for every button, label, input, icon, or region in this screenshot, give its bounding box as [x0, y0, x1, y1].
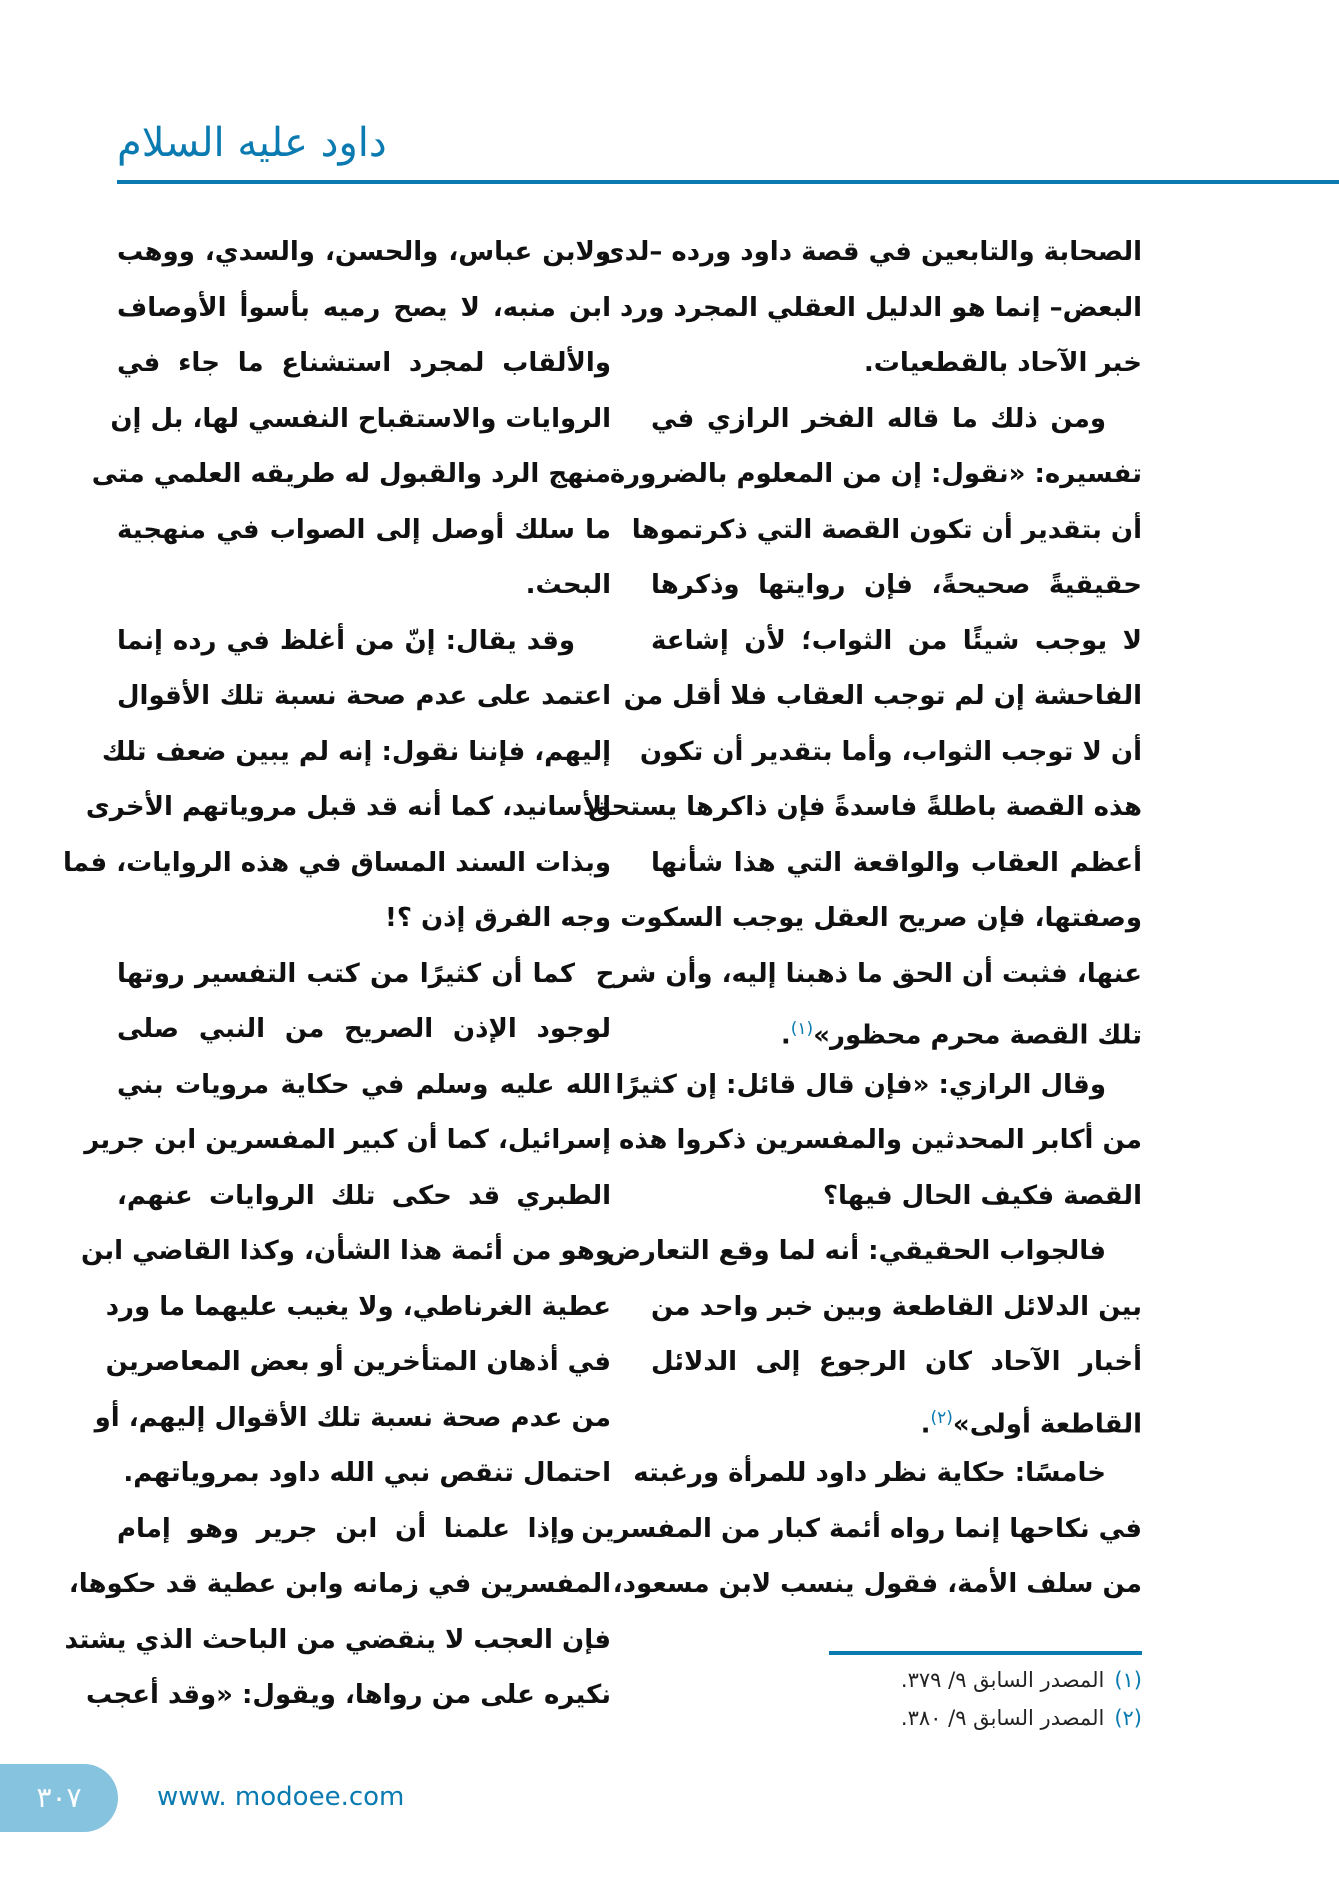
line-text: هذه القصة باطلةً فاسدةً فإن ذاكرها يستحق	[588, 792, 1142, 822]
text-line	[117, 614, 611, 670]
text-line	[117, 947, 611, 1003]
text-line	[651, 836, 1142, 892]
text-line	[94, 1391, 611, 1447]
text-line	[600, 225, 1142, 281]
line-text: أن بتقدير أن تكون القصة التي ذكرتموها	[631, 514, 1142, 545]
line-text: الفاحشة إن لم توجب العقاب فلا أقل من	[623, 681, 1142, 711]
line-text: ولابن عباس، والحسن، والسدي، ووهب	[117, 237, 611, 267]
footnote-text: المصدر السابق ٩/ ٣٧٩.	[900, 1668, 1105, 1692]
header-rule	[117, 180, 1339, 184]
line-text: كما أن كثيرًا من كتب التفسير روتها	[117, 958, 575, 989]
text-line	[651, 392, 1142, 448]
text-line	[117, 891, 611, 947]
line-text: عطية الغرناطي، ولا يغيب عليهما ما ورد	[105, 1291, 611, 1322]
text-line	[105, 1335, 611, 1391]
line-text: أن لا توجب الثواب، وأما بتقدير أن تكون	[639, 736, 1142, 767]
line-text: نكيره على من رواها، ويقول: «وقد أعجب	[85, 1680, 611, 1710]
line-text: اعتمد على عدم صحة نسبة تلك الأقوال	[117, 681, 611, 711]
text-line	[651, 336, 1142, 392]
line-text: عنها، فثبت أن الحق ما ذهبنا إليه، وأن شرح	[595, 958, 1142, 989]
line-text: إليهم، فإننا نقول: إنه لم يبين ضعف تلك	[101, 736, 611, 767]
punctuation: .	[920, 1409, 931, 1440]
text-line	[117, 225, 611, 281]
right-text-column	[581, 225, 1142, 1613]
line-text: وهو من أئمة هذا الشأن، وكذا القاضي ابن	[80, 1236, 611, 1266]
page-number-badge: ٣٠٧	[0, 1764, 118, 1832]
text-line	[105, 1280, 611, 1336]
line-text: وإذا علمنا أن ابن جرير وهو إمام	[117, 1513, 575, 1544]
line-text: القصة فكيف الحال فيها؟	[822, 1180, 1142, 1211]
text-line	[117, 336, 611, 392]
footnote-separator	[829, 1651, 1142, 1655]
text-line	[619, 281, 1142, 337]
line-text: البحث.	[525, 570, 611, 600]
line-text: لا يوجب شيئًا من الثواب؛ لأن إشاعة	[651, 625, 1142, 656]
line-text: البعض– إنما هو الدليل العقلي المجرد ورد	[619, 292, 1142, 323]
text-line	[631, 503, 1142, 559]
line-text: ومن ذلك ما قاله الفخر الرازي في	[651, 403, 1106, 434]
text-line	[80, 1224, 611, 1280]
line-text: لوجود الإذن الصريح من النبي صلى	[117, 1014, 611, 1044]
text-line	[117, 281, 611, 337]
text-line	[91, 447, 611, 503]
footnote-reference[interactable]: (٢)	[930, 1407, 953, 1428]
text-line	[651, 1335, 1142, 1391]
footnote-1	[700, 1668, 1142, 1692]
text-line	[623, 669, 1142, 725]
text-line	[595, 947, 1142, 1003]
line-text: ابن منبه، لا يصح رميه بأسوأ الأوصاف	[117, 292, 611, 323]
text-line	[117, 1002, 611, 1058]
line-text: وقال الرازي: «فإن قال قائل: إن كثيرًا	[615, 1069, 1106, 1100]
line-text: في نكاحها إنما رواه أئمة كبار من المفسرين	[581, 1513, 1142, 1544]
line-text: الروايات والاستقباح النفسي لها، بل إن	[110, 403, 611, 434]
text-line	[620, 891, 1142, 947]
text-line	[117, 1169, 611, 1225]
punctuation: .	[780, 1020, 791, 1051]
text-line	[651, 1002, 1142, 1058]
text-line	[581, 1502, 1142, 1558]
text-line	[85, 1668, 611, 1724]
text-line	[612, 1557, 1142, 1613]
footnote-2	[700, 1706, 1142, 1730]
text-line	[588, 780, 1142, 836]
text-line	[651, 1280, 1142, 1336]
text-line	[117, 503, 611, 559]
line-text: الطبري قد حكى تلك الروايات عنهم،	[117, 1180, 611, 1211]
text-line	[117, 1502, 611, 1558]
footnote-number: (١)	[1114, 1668, 1142, 1692]
line-text: ما سلك أوصل إلى الصواب في منهجية	[117, 514, 611, 545]
line-text: تلك القصة محرم محظور»	[813, 1020, 1142, 1051]
line-text: أعظم العقاب والواقعة التي هذا شأنها	[651, 847, 1142, 878]
line-text: بين الدلائل القاطعة وبين خبر واحد من	[651, 1291, 1142, 1322]
text-line	[110, 392, 611, 448]
text-line	[84, 1113, 611, 1169]
line-text: من أكابر المحدثين والمفسرين ذكروا هذه	[619, 1125, 1142, 1155]
line-text: منهج الرد والقبول له طريقه العلمي متى	[91, 459, 611, 489]
line-text: تفسيره: «نقول: إن من المعلوم بالضرورة	[609, 459, 1142, 489]
line-text: خبر الآحاد بالقطعيات.	[863, 348, 1142, 378]
text-line	[615, 1058, 1142, 1114]
line-text: فالجواب الحقيقي: أنه لما وقع التعارض	[605, 1236, 1106, 1266]
text-line	[639, 725, 1142, 781]
text-line	[64, 1613, 611, 1669]
footnote-reference[interactable]: (١)	[790, 1019, 814, 1039]
text-line	[117, 1058, 611, 1114]
line-text: وصفتها، فإن صريح العقل يوجب السكوت	[620, 903, 1142, 933]
text-line	[117, 558, 611, 614]
text-line	[633, 1446, 1142, 1502]
line-text: من عدم صحة نسبة تلك الأقوال إليهم، أو	[94, 1402, 611, 1433]
text-line	[651, 558, 1142, 614]
line-text: وقد يقال: إنّ من أغلظ في رده إنما	[117, 625, 575, 656]
text-line	[85, 780, 611, 836]
text-line	[62, 836, 611, 892]
line-text: احتمال تنقص نبي الله داود بمروياتهم.	[123, 1458, 611, 1488]
line-text: خامسًا: حكاية نظر داود للمرأة ورغبته	[633, 1458, 1106, 1488]
text-line	[619, 1113, 1142, 1169]
line-text: الصحابة والتابعين في قصة داود ورده –لدى	[600, 237, 1142, 267]
text-line	[605, 1224, 1142, 1280]
text-line	[651, 1169, 1142, 1225]
line-text: الأسانيد، كما أنه قد قبل مروياتهم الأخرى	[85, 792, 611, 822]
line-text: فإن العجب لا ينقضي من الباحث الذي يشتد	[64, 1624, 611, 1655]
footnote-number: (٢)	[1114, 1706, 1142, 1730]
text-line	[101, 725, 611, 781]
running-header-title: داود عليه السلام	[117, 120, 387, 166]
text-line	[117, 1446, 611, 1502]
line-text: وجه الفرق إذن ؟!	[384, 903, 611, 933]
line-text: إسرائيل، كما أن كبير المفسرين ابن جرير	[84, 1125, 611, 1155]
website-link[interactable]: www. modoee.com	[157, 1782, 405, 1812]
line-text: حقيقيةً صحيحةً، فإن روايتها وذكرها	[651, 570, 1142, 600]
text-line	[68, 1557, 611, 1613]
line-text: القاطعة أولى»	[952, 1409, 1142, 1440]
line-text: من سلف الأمة، فقول ينسب لابن مسعود،	[612, 1569, 1142, 1599]
left-text-column	[62, 225, 611, 1724]
text-line	[117, 669, 611, 725]
text-line	[651, 1391, 1142, 1447]
text-line	[651, 614, 1142, 670]
line-text: في أذهان المتأخرين أو بعض المعاصرين	[105, 1347, 611, 1377]
text-line	[609, 447, 1142, 503]
line-text: والألقاب لمجرد استشناع ما جاء في	[117, 348, 611, 378]
footnote-text: المصدر السابق ٩/ ٣٨٠.	[900, 1706, 1105, 1730]
line-text: وبذات السند المساق في هذه الروايات، فما	[62, 847, 611, 878]
line-text: الله عليه وسلم في حكاية مرويات بني	[117, 1069, 611, 1100]
line-text: المفسرين في زمانه وابن عطية قد حكوها،	[68, 1569, 611, 1599]
line-text: أخبار الآحاد كان الرجوع إلى الدلائل	[651, 1347, 1142, 1377]
